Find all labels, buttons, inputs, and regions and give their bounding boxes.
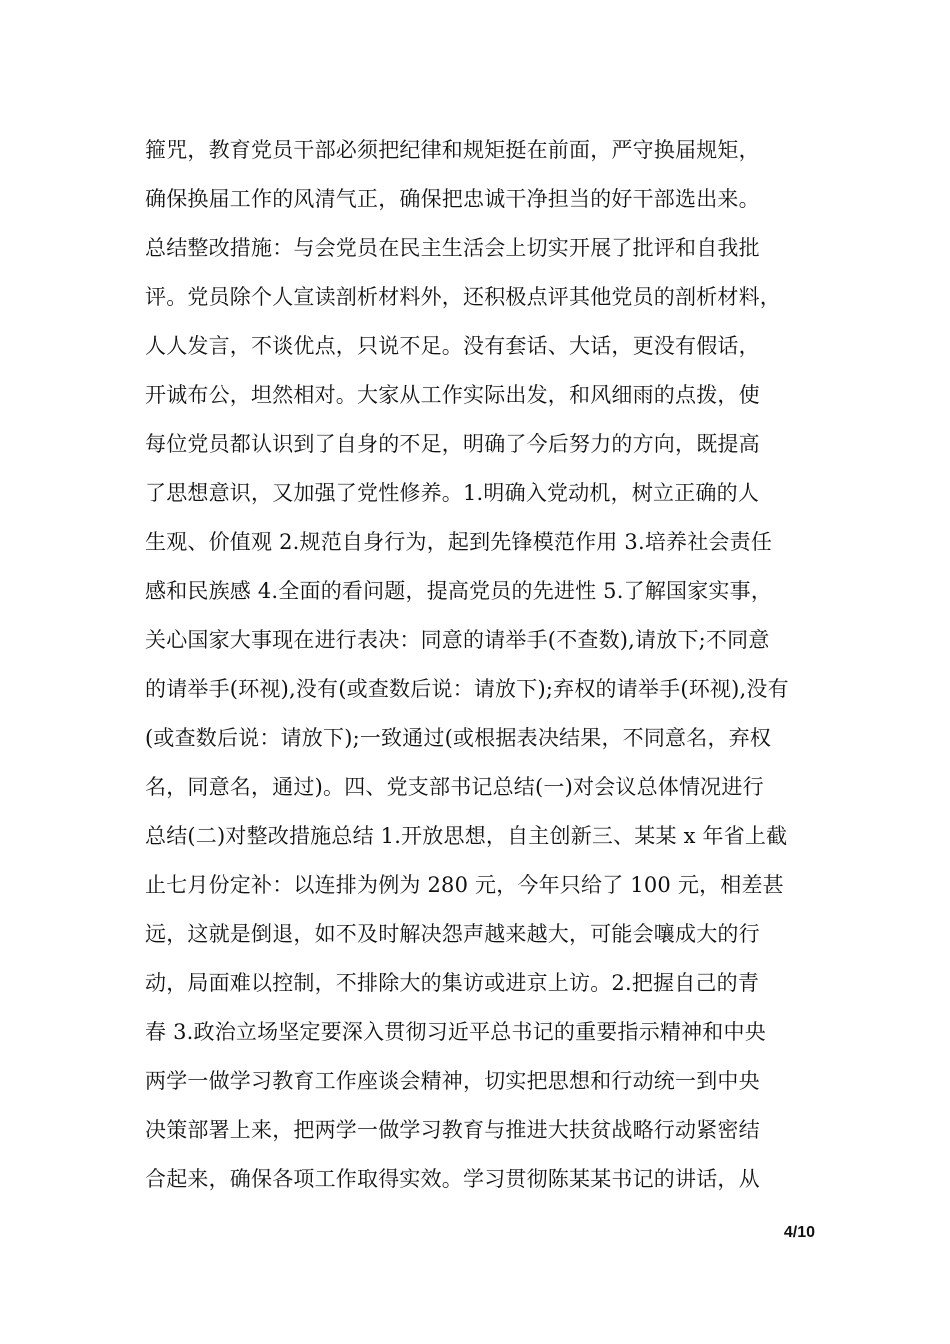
- text-line: 评。党员除个人宣读剖析材料外，还积极点评其他党员的剖析材料，: [145, 285, 781, 309]
- text-line: 开诚布公，坦然相对。大家从工作实际出发，和风细雨的点拨，使: [145, 383, 760, 407]
- text-line: 合起来，确保各项工作取得实效。学习贯彻陈某某书记的讲话，从: [145, 1167, 760, 1191]
- text-line: 两学一做学习教育工作座谈会精神，切实把思想和行动统一到中央: [145, 1069, 760, 1093]
- text-line: 止七月份定补：以连排为例为 280 元，今年只给了 100 元，相差甚: [145, 873, 784, 897]
- text-line: 的请举手(环视),没有(或查数后说：请放下);弃权的请举手(环视),没有: [145, 677, 789, 701]
- text-line: 名，同意名，通过)。四、党支部书记总结(一)对会议总体情况进行: [145, 775, 764, 799]
- text-line: 人人发言，不谈优点，只说不足。没有套话、大话，更没有假话，: [145, 334, 760, 358]
- body-text: [145, 126, 815, 1204]
- text-line: 关心国家大事现在进行表决：同意的请举手(不查数),请放下;不同意: [145, 628, 770, 652]
- text-line: 决策部署上来，把两学一做学习教育与推进大扶贫战略行动紧密结: [145, 1118, 760, 1142]
- text-line: 总结整改措施：与会党员在民主生活会上切实开展了批评和自我批: [145, 236, 760, 260]
- text-line: 远，这就是倒退，如不及时解决怨声越来越大，可能会嚷成大的行: [145, 922, 760, 946]
- text-line: 每位党员都认识到了自身的不足，明确了今后努力的方向，既提高: [145, 432, 760, 456]
- text-line: 确保换届工作的风清气正，确保把忠诚干净担当的好干部选出来。: [145, 187, 760, 211]
- text-line: 生观、价值观 2.规范自身行为，起到先锋模范作用 3.培养社会责任: [145, 530, 773, 554]
- page-number: 4/10: [783, 1224, 815, 1241]
- text-line: 春 3.政治立场坚定要深入贯彻习近平总书记的重要指示精神和中央: [145, 1020, 766, 1044]
- text-line: 动，局面难以控制，不排除大的集访或进京上访。2.把握自己的青: [145, 971, 760, 995]
- text-line: 总结(二)对整改措施总结 1.开放思想，自主创新三、某某 x 年省上截: [145, 824, 788, 848]
- text-line: 了思想意识，又加强了党性修养。1.明确入党动机，树立正确的人: [145, 481, 760, 505]
- text-line: 箍咒，教育党员干部必须把纪律和规矩挺在前面，严守换届规矩，: [145, 138, 760, 162]
- text-line: 感和民族感 4.全面的看问题，提高党员的先进性 5.了解国家实事，: [145, 579, 773, 603]
- text-line: (或查数后说：请放下);一致通过(或根据表决结果，不同意名，弃权: [145, 726, 772, 750]
